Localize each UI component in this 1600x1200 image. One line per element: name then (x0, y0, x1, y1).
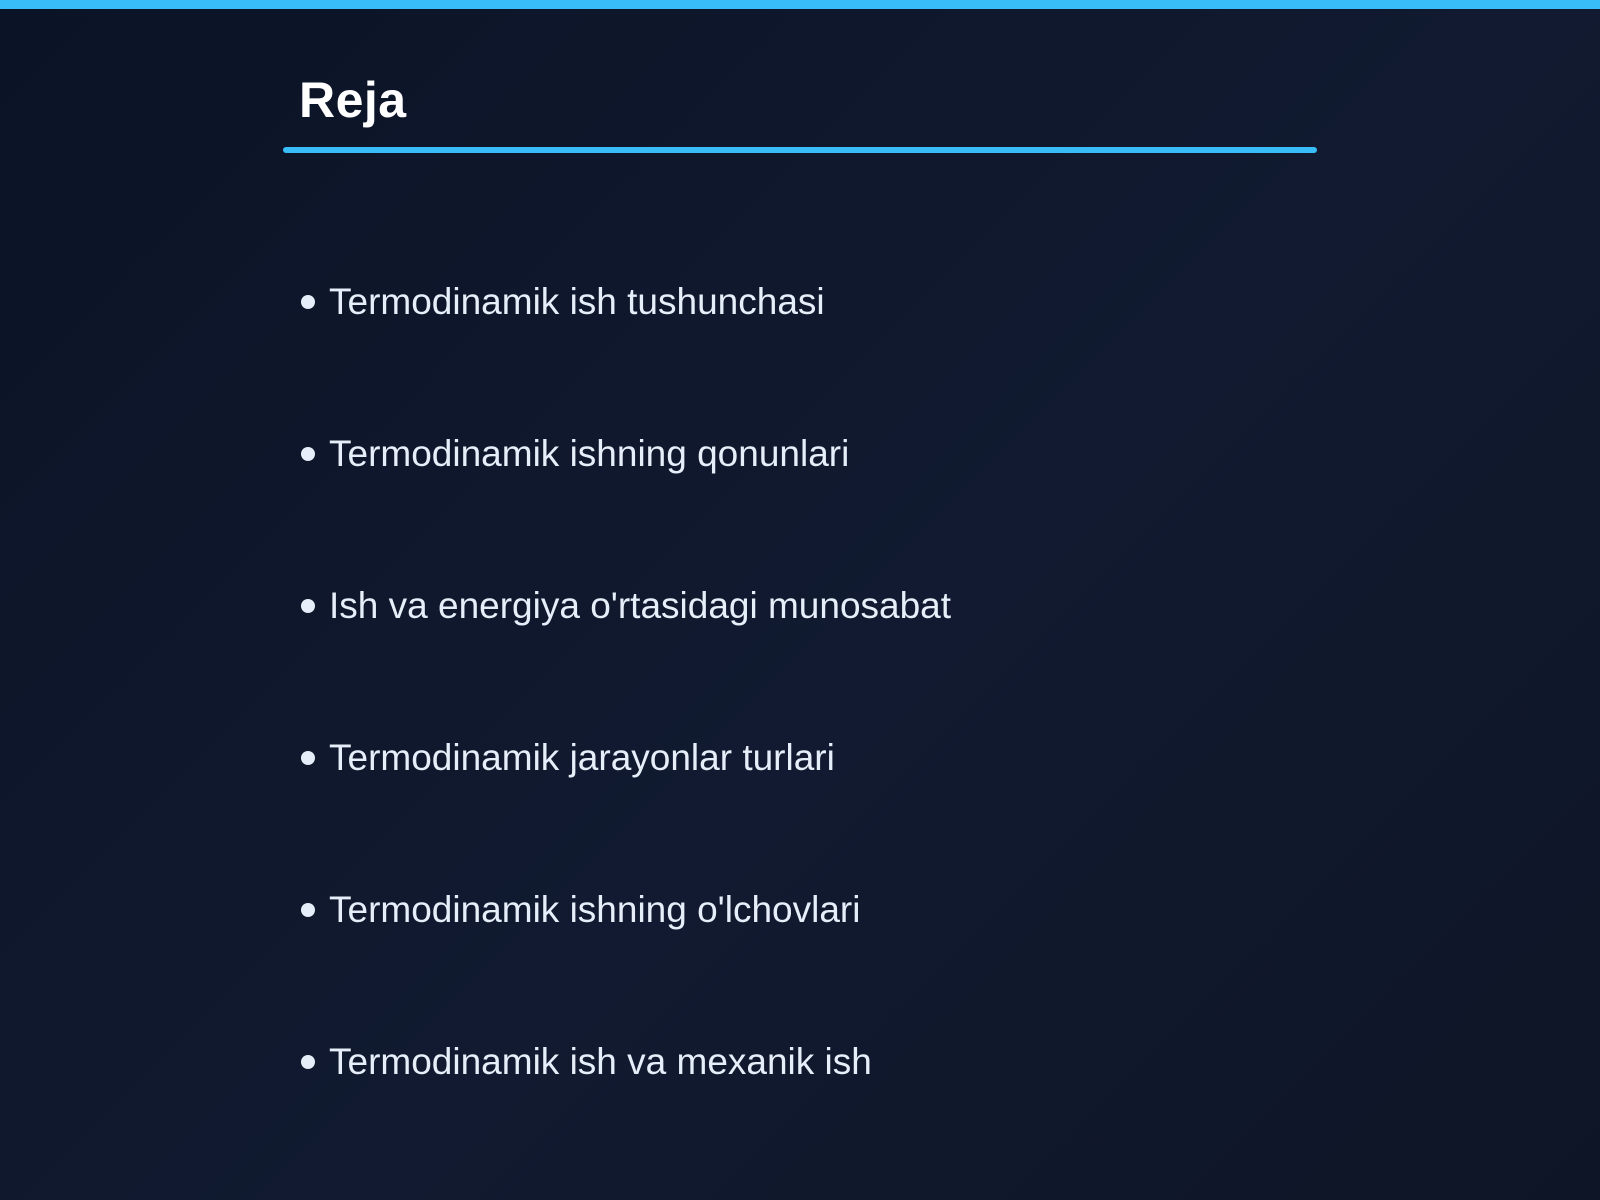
bullet-item (301, 275, 951, 329)
bullet-item (301, 883, 951, 937)
bullet-icon (301, 599, 315, 613)
bullet-icon (301, 1055, 315, 1069)
bullet-item (301, 1035, 951, 1089)
bullet-text: Termodinamik ish va mexanik ish (329, 1041, 872, 1082)
title-underline (283, 147, 1317, 153)
bullet-text: Termodinamik ish tushunchasi (329, 281, 825, 322)
bullet-item (301, 579, 951, 633)
bullet-text: Termodinamik ishning o'lchovlari (329, 889, 861, 930)
bullet-icon (301, 447, 315, 461)
bullet-icon (301, 295, 315, 309)
slide (283, 0, 1317, 1200)
bullet-icon (301, 903, 315, 917)
bullet-text: Ish va energiya o'rtasidagi munosabat (329, 585, 952, 626)
slide-title: Reja (299, 72, 407, 128)
bullet-item (301, 427, 951, 481)
bullet-item (301, 731, 951, 785)
bullet-list (301, 275, 951, 1187)
bullet-text: Termodinamik ishning qonunlari (329, 433, 850, 474)
bullet-icon (301, 751, 315, 765)
bullet-text: Termodinamik jarayonlar turlari (329, 737, 835, 778)
